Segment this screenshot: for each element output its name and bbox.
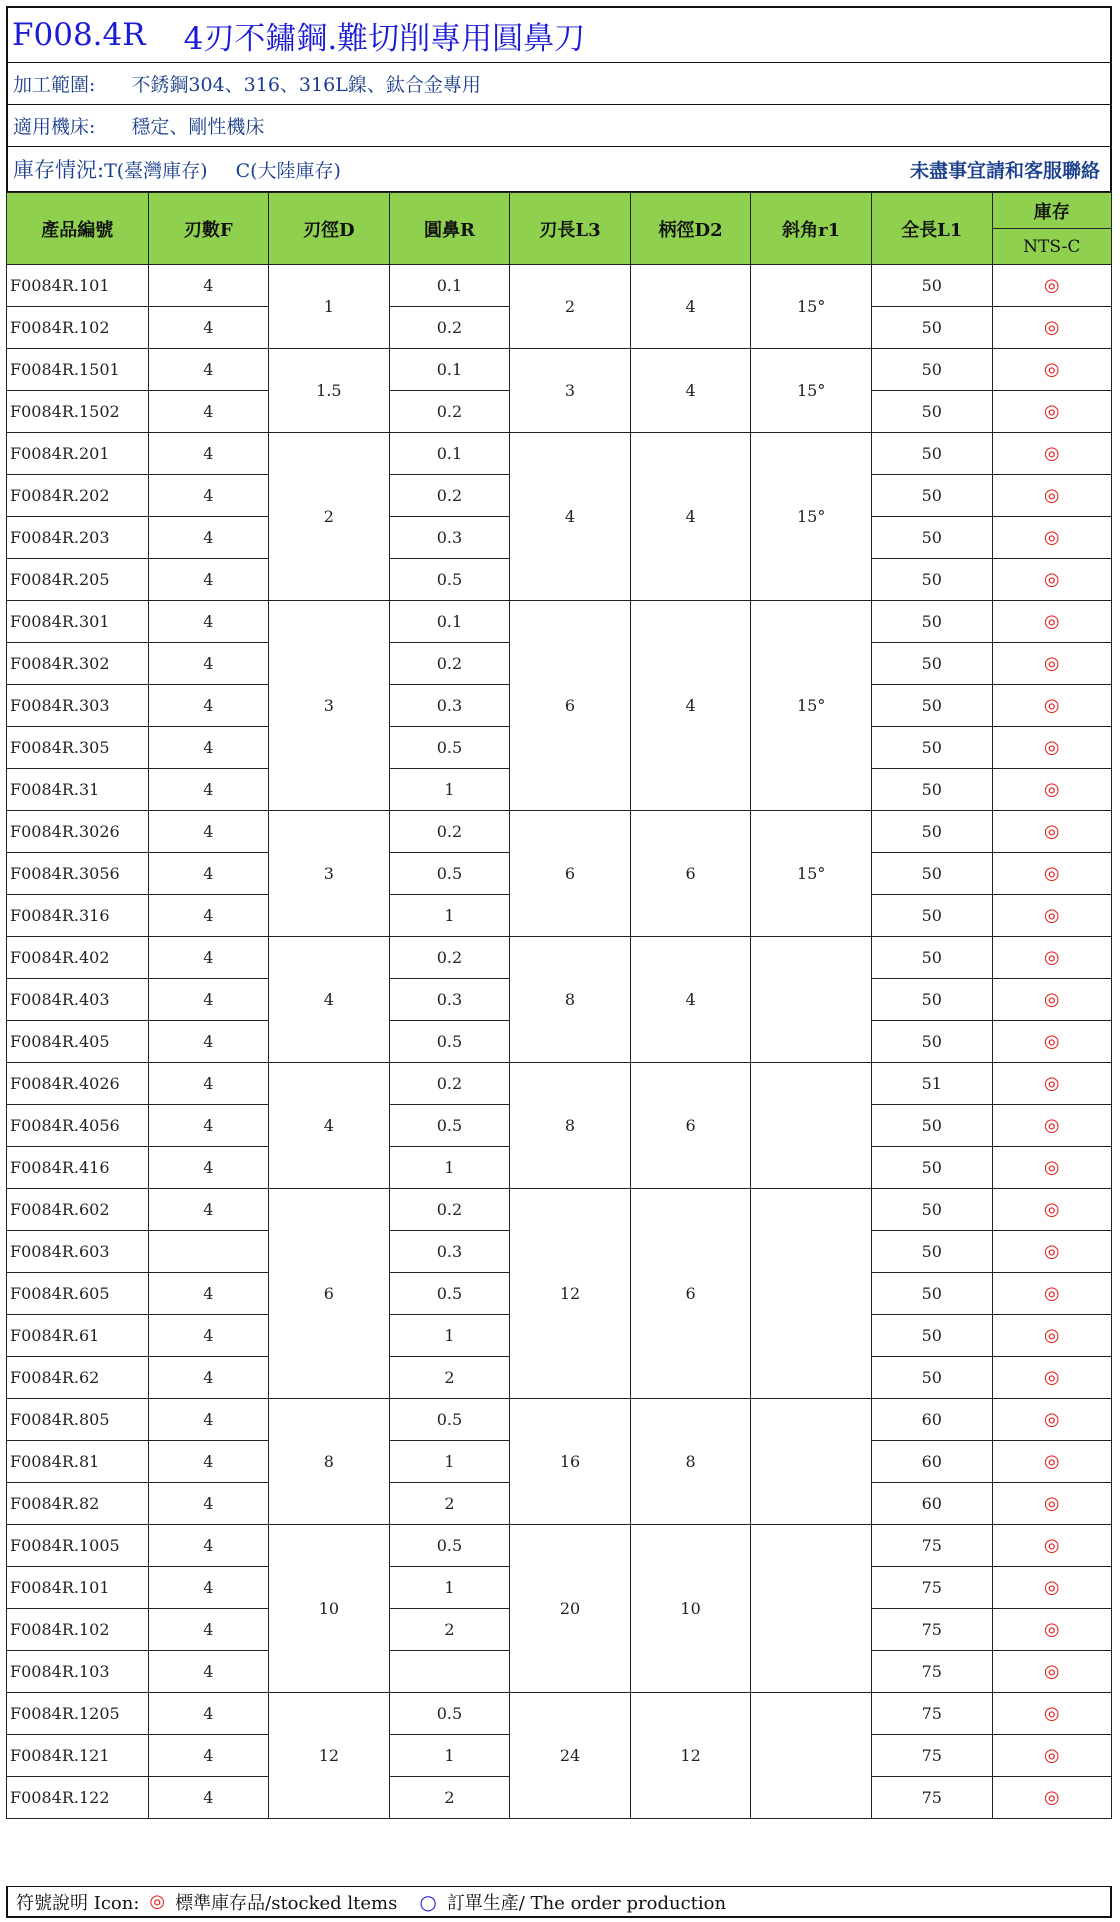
cell-overall-length: 50 [871, 391, 992, 433]
cell-part-number: F0084R.1502 [7, 391, 149, 433]
stock-icon: ◎ [992, 601, 1111, 643]
cell-part-number: F0084R.305 [7, 727, 149, 769]
cell-corner-radius: 0.2 [389, 307, 510, 349]
cell-flutes: 4 [148, 685, 269, 727]
stock-icon: ◎ [992, 1063, 1111, 1105]
cell-diameter: 2 [269, 433, 390, 601]
cell-overall-length: 50 [871, 1357, 992, 1399]
stock-icon: ◎ [992, 475, 1111, 517]
cell-overall-length: 75 [871, 1609, 992, 1651]
cell-overall-length: 50 [871, 853, 992, 895]
cell-overall-length: 60 [871, 1483, 992, 1525]
cell-flutes: 4 [148, 559, 269, 601]
stock-icon: ◎ [992, 307, 1111, 349]
cell-part-number: F0084R.1205 [7, 1693, 149, 1735]
cell-flutes: 4 [148, 937, 269, 979]
stock-icon: ◎ [992, 979, 1111, 1021]
cell-overall-length: 50 [871, 769, 992, 811]
stock-icon: ◎ [992, 1651, 1111, 1693]
stock-icon: ◎ [992, 559, 1111, 601]
stock-icon: ◎ [992, 1105, 1111, 1147]
cell-overall-length: 50 [871, 1315, 992, 1357]
cell-corner-radius: 0.1 [389, 265, 510, 307]
cell-corner-radius: 1 [389, 769, 510, 811]
stock-status-label: 庫存情況: [13, 158, 105, 182]
order-icon: ○ [419, 1889, 437, 1914]
cell-flutes: 4 [148, 1021, 269, 1063]
cell-overall-length: 50 [871, 643, 992, 685]
cell-corner-radius: 2 [389, 1357, 510, 1399]
stock-icon: ◎ [992, 1189, 1111, 1231]
cell-corner-radius: 1 [389, 1735, 510, 1777]
cell-corner-radius: 0.2 [389, 1063, 510, 1105]
stock-icon: ◎ [992, 1021, 1111, 1063]
table-row [7, 1693, 1112, 1735]
product-code: F008.4R [12, 17, 146, 53]
cell-corner-radius: 1 [389, 895, 510, 937]
cell-corner-radius: 0.5 [389, 1399, 510, 1441]
stock-icon: ◎ [992, 1273, 1111, 1315]
cell-flutes: 4 [148, 349, 269, 391]
cell-part-number: F0084R.316 [7, 895, 149, 937]
machine-value: 穩定、剛性機床 [131, 116, 265, 138]
stock-icon: ◎ [992, 685, 1111, 727]
cell-corner-radius [389, 1651, 510, 1693]
cell-flutes [148, 1231, 269, 1273]
cell-corner-radius: 0.2 [389, 475, 510, 517]
cell-flutes: 4 [148, 433, 269, 475]
cell-part-number: F0084R.605 [7, 1273, 149, 1315]
machining-range-value: 不銹鋼304、316、316L鎳、鈦合金專用 [131, 74, 481, 96]
cell-flutes: 4 [148, 979, 269, 1021]
cell-angle: 15° [751, 265, 872, 349]
cell-overall-length: 50 [871, 1021, 992, 1063]
cell-corner-radius: 0.5 [389, 1693, 510, 1735]
cell-flute-length: 16 [510, 1399, 631, 1525]
cell-part-number: F0084R.402 [7, 937, 149, 979]
cell-flute-length: 24 [510, 1693, 631, 1819]
cell-shank-diameter: 4 [630, 433, 751, 601]
cell-shank-diameter: 12 [630, 1693, 751, 1819]
stock-taiwan: T(臺灣庫存) [104, 159, 208, 182]
cell-overall-length: 50 [871, 601, 992, 643]
cell-overall-length: 75 [871, 1567, 992, 1609]
cell-angle: 15° [751, 349, 872, 433]
table-row [7, 1525, 1112, 1567]
table-row [7, 265, 1112, 307]
cell-part-number: F0084R.3056 [7, 853, 149, 895]
cell-overall-length: 50 [871, 1273, 992, 1315]
cell-flutes: 4 [148, 1315, 269, 1357]
title-bar [6, 6, 1112, 63]
stock-icon: ◎ [992, 265, 1111, 307]
cell-overall-length: 50 [871, 517, 992, 559]
cell-overall-length: 50 [871, 433, 992, 475]
stock-icon: ◎ [992, 1735, 1111, 1777]
stock-icon: ◎ [992, 1399, 1111, 1441]
table-row [7, 1189, 1112, 1231]
cell-shank-diameter: 4 [630, 265, 751, 349]
table-row [7, 1063, 1112, 1105]
stock-icon: ◎ [992, 811, 1111, 853]
cell-part-number: F0084R.102 [7, 307, 149, 349]
stock-icon: ◎ [992, 1315, 1111, 1357]
stock-icon: ◎ [992, 1567, 1111, 1609]
stock-china: C(大陸庫存) [235, 159, 341, 182]
machine-label: 適用機床: [13, 116, 96, 138]
stock-icon: ◎ [992, 1525, 1111, 1567]
cell-part-number: F0084R.201 [7, 433, 149, 475]
cell-flutes: 4 [148, 811, 269, 853]
cell-shank-diameter: 6 [630, 811, 751, 937]
stock-icon: ◎ [992, 517, 1111, 559]
header-angle: 斜角r1 [751, 193, 872, 265]
cell-flute-length: 2 [510, 265, 631, 349]
stock-icon: ◎ [992, 1483, 1111, 1525]
cell-part-number: F0084R.81 [7, 1441, 149, 1483]
stock-icon: ◎ [992, 1777, 1111, 1819]
cell-overall-length: 75 [871, 1735, 992, 1777]
table-body [7, 265, 1112, 1819]
cell-flutes: 4 [148, 1693, 269, 1735]
stock-icon: ◎ [992, 1357, 1111, 1399]
machine-row [6, 105, 1112, 147]
cell-flutes: 4 [148, 475, 269, 517]
cell-corner-radius: 0.3 [389, 979, 510, 1021]
cell-part-number: F0084R.1005 [7, 1525, 149, 1567]
cell-part-number: F0084R.3026 [7, 811, 149, 853]
table-row [7, 433, 1112, 475]
cell-flute-length: 6 [510, 601, 631, 811]
cell-shank-diameter: 4 [630, 349, 751, 433]
cell-flutes: 4 [148, 1525, 269, 1567]
cell-part-number: F0084R.121 [7, 1735, 149, 1777]
cell-part-number: F0084R.101 [7, 265, 149, 307]
cell-corner-radius: 0.5 [389, 1525, 510, 1567]
cell-diameter: 1.5 [269, 349, 390, 433]
header-flute-length: 刃長L3 [510, 193, 631, 265]
cell-part-number: F0084R.302 [7, 643, 149, 685]
cell-corner-radius: 1 [389, 1567, 510, 1609]
cell-corner-radius: 0.5 [389, 727, 510, 769]
cell-flutes: 4 [148, 517, 269, 559]
stock-icon: ◎ [992, 1441, 1111, 1483]
cell-flutes: 4 [148, 601, 269, 643]
stock-icon: ◎ [992, 1147, 1111, 1189]
cell-corner-radius: 0.3 [389, 517, 510, 559]
stock-icon: ◎ [992, 349, 1111, 391]
cell-corner-radius: 0.5 [389, 559, 510, 601]
cell-overall-length: 50 [871, 1189, 992, 1231]
cell-part-number: F0084R.203 [7, 517, 149, 559]
table-row [7, 349, 1112, 391]
cell-part-number: F0084R.805 [7, 1399, 149, 1441]
header-diameter: 刃徑D [269, 193, 390, 265]
cell-flutes: 4 [148, 727, 269, 769]
cell-angle [751, 1693, 872, 1819]
cell-part-number: F0084R.301 [7, 601, 149, 643]
cell-angle [751, 1189, 872, 1399]
cell-overall-length: 60 [871, 1399, 992, 1441]
cell-shank-diameter: 6 [630, 1189, 751, 1399]
cell-corner-radius: 0.2 [389, 643, 510, 685]
cell-part-number: F0084R.102 [7, 1609, 149, 1651]
cell-flutes: 4 [148, 1273, 269, 1315]
cell-shank-diameter: 4 [630, 601, 751, 811]
cell-part-number: F0084R.205 [7, 559, 149, 601]
cell-overall-length: 50 [871, 685, 992, 727]
contact-note: 未盡事宜請和客服聯絡 [909, 159, 1100, 182]
cell-part-number: F0084R.603 [7, 1231, 149, 1273]
legend-order: 訂單生產/ The order production [446, 1892, 727, 1914]
cell-angle [751, 1525, 872, 1693]
cell-part-number: F0084R.303 [7, 685, 149, 727]
cell-flute-length: 12 [510, 1189, 631, 1399]
cell-corner-radius: 2 [389, 1777, 510, 1819]
cell-flutes: 4 [148, 1399, 269, 1441]
cell-overall-length: 50 [871, 937, 992, 979]
cell-overall-length: 50 [871, 979, 992, 1021]
cell-part-number: F0084R.405 [7, 1021, 149, 1063]
product-title: 4刃不鏽鋼.難切削專用圓鼻刀 [183, 20, 586, 57]
cell-overall-length: 50 [871, 475, 992, 517]
cell-angle: 15° [751, 601, 872, 811]
cell-part-number: F0084R.416 [7, 1147, 149, 1189]
header-part-number: 產品編號 [7, 193, 149, 265]
stock-status-row [6, 147, 1112, 192]
cell-overall-length: 60 [871, 1441, 992, 1483]
cell-flutes: 4 [148, 1735, 269, 1777]
cell-overall-length: 75 [871, 1525, 992, 1567]
header-stock: 庫存 [992, 193, 1111, 229]
cell-overall-length: 50 [871, 727, 992, 769]
cell-flutes: 4 [148, 307, 269, 349]
cell-overall-length: 50 [871, 811, 992, 853]
header-shank-diameter: 柄徑D2 [630, 193, 751, 265]
cell-part-number: F0084R.4056 [7, 1105, 149, 1147]
legend-label: 符號說明 Icon: [16, 1892, 140, 1914]
cell-overall-length: 75 [871, 1651, 992, 1693]
cell-flutes: 4 [148, 895, 269, 937]
stock-icon: ◎ [992, 1231, 1111, 1273]
cell-shank-diameter: 10 [630, 1525, 751, 1693]
stock-icon: ◎ [992, 937, 1111, 979]
cell-angle: 15° [751, 433, 872, 601]
cell-diameter: 12 [269, 1693, 390, 1819]
table-row [7, 601, 1112, 643]
cell-corner-radius: 2 [389, 1483, 510, 1525]
stock-icon: ◎ [992, 643, 1111, 685]
cell-flutes: 4 [148, 1651, 269, 1693]
cell-flutes: 4 [148, 1147, 269, 1189]
cell-flutes: 4 [148, 1063, 269, 1105]
cell-part-number: F0084R.202 [7, 475, 149, 517]
cell-corner-radius: 0.5 [389, 1105, 510, 1147]
cell-corner-radius: 0.3 [389, 1231, 510, 1273]
cell-overall-length: 75 [871, 1693, 992, 1735]
cell-corner-radius: 0.3 [389, 685, 510, 727]
cell-flutes: 4 [148, 1441, 269, 1483]
cell-flutes: 4 [148, 769, 269, 811]
cell-corner-radius: 0.1 [389, 349, 510, 391]
cell-overall-length: 51 [871, 1063, 992, 1105]
cell-overall-length: 50 [871, 1147, 992, 1189]
cell-corner-radius: 0.5 [389, 1273, 510, 1315]
stock-icon: ◎ [992, 727, 1111, 769]
cell-overall-length: 50 [871, 895, 992, 937]
cell-corner-radius: 0.2 [389, 391, 510, 433]
cell-part-number: F0084R.82 [7, 1483, 149, 1525]
cell-flute-length: 20 [510, 1525, 631, 1693]
cell-corner-radius: 0.2 [389, 811, 510, 853]
cell-flutes: 4 [148, 643, 269, 685]
cell-flutes: 4 [148, 1357, 269, 1399]
cell-diameter: 3 [269, 811, 390, 937]
table-row [7, 1399, 1112, 1441]
stock-icon: ◎ [992, 1609, 1111, 1651]
cell-part-number: F0084R.62 [7, 1357, 149, 1399]
cell-part-number: F0084R.122 [7, 1777, 149, 1819]
cell-diameter: 8 [269, 1399, 390, 1525]
cell-flutes: 4 [148, 1567, 269, 1609]
stock-icon: ◎ [992, 853, 1111, 895]
legend [6, 1886, 1112, 1918]
legend-stocked: 標準庫存品/stocked ltems [175, 1892, 398, 1914]
cell-part-number: F0084R.4026 [7, 1063, 149, 1105]
cell-corner-radius: 0.5 [389, 1021, 510, 1063]
product-table [6, 192, 1112, 1819]
cell-diameter: 6 [269, 1189, 390, 1399]
cell-shank-diameter: 8 [630, 1399, 751, 1525]
header-overall-length: 全長L1 [871, 193, 992, 265]
table-row [7, 811, 1112, 853]
cell-corner-radius: 0.2 [389, 937, 510, 979]
cell-diameter: 10 [269, 1525, 390, 1693]
cell-flute-length: 8 [510, 1063, 631, 1189]
cell-angle [751, 1399, 872, 1525]
cell-overall-length: 50 [871, 559, 992, 601]
cell-flute-length: 3 [510, 349, 631, 433]
cell-part-number: F0084R.103 [7, 1651, 149, 1693]
cell-flutes: 4 [148, 391, 269, 433]
cell-shank-diameter: 4 [630, 937, 751, 1063]
cell-flutes: 4 [148, 1609, 269, 1651]
cell-overall-length: 75 [871, 1777, 992, 1819]
cell-corner-radius: 1 [389, 1441, 510, 1483]
cell-overall-length: 50 [871, 1105, 992, 1147]
cell-flutes: 4 [148, 1777, 269, 1819]
cell-flutes: 4 [148, 1483, 269, 1525]
cell-part-number: F0084R.61 [7, 1315, 149, 1357]
cell-diameter: 1 [269, 265, 390, 349]
stock-icon: ◎ [992, 1693, 1111, 1735]
cell-corner-radius: 0.1 [389, 601, 510, 643]
header-corner-radius: 圓鼻R [389, 193, 510, 265]
stocked-icon: ◎ [149, 1891, 166, 1912]
cell-diameter: 4 [269, 937, 390, 1063]
cell-diameter: 4 [269, 1063, 390, 1189]
cell-flute-length: 4 [510, 433, 631, 601]
cell-angle: 15° [751, 811, 872, 937]
cell-part-number: F0084R.403 [7, 979, 149, 1021]
cell-flute-length: 6 [510, 811, 631, 937]
cell-part-number: F0084R.101 [7, 1567, 149, 1609]
stock-icon: ◎ [992, 433, 1111, 475]
cell-flutes: 4 [148, 853, 269, 895]
cell-angle [751, 937, 872, 1063]
cell-corner-radius: 0.1 [389, 433, 510, 475]
stock-icon: ◎ [992, 895, 1111, 937]
machining-range-label: 加工範圍: [13, 74, 96, 96]
cell-corner-radius: 0.2 [389, 1189, 510, 1231]
cell-corner-radius: 2 [389, 1609, 510, 1651]
header-flutes: 刃數F [148, 193, 269, 265]
cell-flutes: 4 [148, 1105, 269, 1147]
cell-part-number: F0084R.1501 [7, 349, 149, 391]
cell-overall-length: 50 [871, 265, 992, 307]
cell-overall-length: 50 [871, 1231, 992, 1273]
cell-shank-diameter: 6 [630, 1063, 751, 1189]
stock-icon: ◎ [992, 769, 1111, 811]
cell-overall-length: 50 [871, 307, 992, 349]
cell-part-number: F0084R.31 [7, 769, 149, 811]
stock-icon: ◎ [992, 391, 1111, 433]
cell-corner-radius: 1 [389, 1315, 510, 1357]
cell-flutes: 4 [148, 1189, 269, 1231]
header-nts-c: NTS-C [992, 229, 1111, 265]
cell-overall-length: 50 [871, 349, 992, 391]
cell-diameter: 3 [269, 601, 390, 811]
cell-flute-length: 8 [510, 937, 631, 1063]
cell-corner-radius: 1 [389, 1147, 510, 1189]
machining-range-row [6, 63, 1112, 105]
cell-part-number: F0084R.602 [7, 1189, 149, 1231]
table-row [7, 937, 1112, 979]
cell-flutes: 4 [148, 265, 269, 307]
cell-angle [751, 1063, 872, 1189]
cell-corner-radius: 0.5 [389, 853, 510, 895]
